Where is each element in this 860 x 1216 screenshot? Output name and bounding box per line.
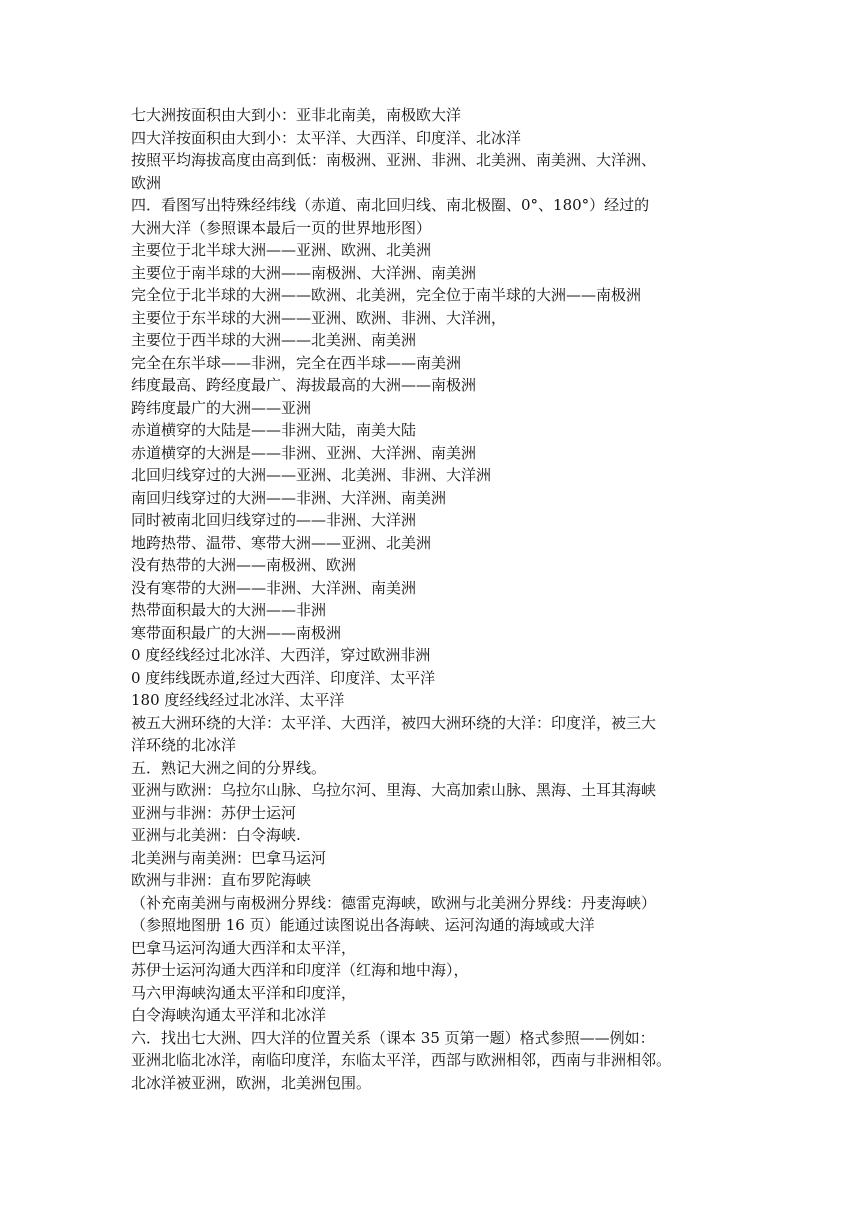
text-line: 亚洲与北美洲：白令海峡.: [131, 826, 301, 844]
text-line: 热带面积最大的大洲——非洲: [131, 601, 327, 619]
text-line: 完全在东半球——非洲，完全在西半球——南美洲: [131, 353, 462, 372]
text-line: 洋环绕的北冰洋: [131, 736, 237, 754]
text-line: 纬度最高、跨经度最广、海拔最高的大洲——南极洲: [131, 376, 477, 394]
text-line: 苏伊士运河沟通大西洋和印度洋（红海和地中海），: [131, 961, 469, 979]
text-line: 0 度纬线既赤道,经过大西洋、印度洋、太平洋: [131, 668, 436, 687]
text-line: 北回归线穿过的大洲——亚洲、北美洲、非洲、大洋洲: [131, 466, 492, 484]
text-line: 四大洋按面积由大到小：太平洋、大西洋、印度洋、北冰洋: [131, 128, 522, 147]
text-line: 白令海峡沟通太平洋和北冰洋: [131, 1006, 327, 1024]
text-line: 六．找出七大洲、四大洋的位置关系（课本 35 页第一题）格式参照——例如：: [131, 1028, 655, 1047]
text-line: 五．熟记大洲之间的分界线。: [131, 758, 327, 777]
text-line: 七大洲按面积由大到小：亚非北南美，南极欧大洋: [131, 106, 462, 124]
text-line: 180 度经线经过北冰洋、太平洋: [131, 691, 345, 709]
text-line: 地跨热带、温带、寒带大洲——亚洲、北美洲: [131, 533, 432, 552]
text-line: 没有热带的大洲——南极洲、欧洲: [131, 556, 357, 574]
document-body: [131, 104, 741, 1094]
text-line: 欧洲: [131, 173, 162, 192]
text-line: 按照平均海拔高度由高到低：南极洲、亚洲、非洲、北美洲、南美洲、大洋洲、: [131, 151, 657, 169]
text-line: 北冰洋被亚洲，欧洲，北美洲包围。: [131, 1073, 372, 1092]
text-line: 同时被南北回归线穿过的——非洲、大洋洲: [131, 511, 417, 529]
text-line: 完全位于北半球的大洲——欧洲、北美洲，完全位于南半球的大洲——南极洲: [131, 286, 642, 304]
text-line: 赤道横穿的大陆是——非洲大陆，南美大陆: [131, 421, 417, 439]
text-line: 没有寒带的大洲——非洲、大洋洲、南美洲: [131, 578, 417, 597]
text-line: 马六甲海峡沟通太平洋和印度洋，: [131, 983, 357, 1002]
text-line: 主要位于西半球的大洲——北美洲、南美洲: [131, 331, 417, 349]
text-line: 0 度经线经过北冰洋、大西洋，穿过欧洲非洲: [131, 646, 431, 664]
text-line: 赤道横穿的大洲是——非洲、亚洲、大洋洲、南美洲: [131, 443, 477, 462]
text-line: 亚洲与非洲：苏伊士运河: [131, 803, 297, 822]
text-line: 跨纬度最广的大洲——亚洲: [131, 398, 312, 417]
text-line: 欧洲与非洲：直布罗陀海峡: [131, 871, 312, 889]
text-line: 主要位于东半球的大洲——亚洲、欧洲、非洲、大洋洲，: [131, 308, 507, 327]
text-line: 主要位于南半球的大洲——南极洲、大洋洲、南美洲: [131, 263, 477, 282]
text-line: 南回归线穿过的大洲——非洲、大洋洲、南美洲: [131, 488, 447, 507]
text-line: 四．看图写出特殊经纬线（赤道、南北回归线、南北极圈、0°、180°）经过的: [131, 196, 650, 214]
text-line: 巴拿马运河沟通大西洋和太平洋，: [131, 938, 357, 957]
text-line: 亚洲与欧洲：乌拉尔山脉、乌拉尔河、里海、大高加索山脉、黑海、土耳其海峡: [131, 781, 657, 799]
text-line: （补充南美洲与南极洲分界线：德雷克海峡，欧洲与北美洲分界线：丹麦海峡）: [131, 893, 657, 912]
text-line: 主要位于北半球大洲——亚洲、欧洲、北美洲: [131, 241, 432, 259]
text-line: 大洲大洋（参照课本最后一页的世界地形图）: [131, 218, 432, 237]
text-line: 寒带面积最广的大洲——南极洲: [131, 623, 342, 642]
text-line: 亚洲北临北冰洋，南临印度洋，东临太平洋，西部与欧洲相邻，西南与非洲相邻。: [131, 1051, 672, 1069]
text-line: 北美洲与南美洲：巴拿马运河: [131, 848, 327, 867]
text-line: （参照地图册 16 页）能通过读图说出各海峡、运河沟通的海域或大洋: [131, 916, 595, 934]
text-line: 被五大洲环绕的大洋：太平洋、大西洋，被四大洲环绕的大洋：印度洋，被三大: [131, 713, 657, 732]
